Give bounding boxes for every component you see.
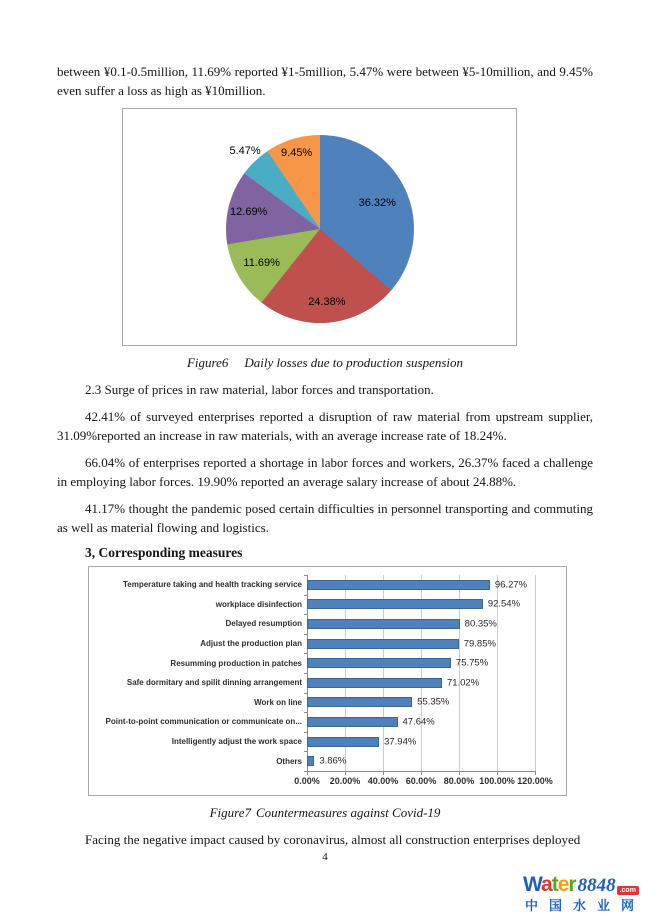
pie-chart <box>123 109 516 345</box>
logo-tagline: 中国水业网 <box>524 898 645 913</box>
bar-value-label: 47.64% <box>402 716 435 728</box>
bar-category-label: Resumming production in patches <box>170 658 302 668</box>
bar-row <box>89 634 566 654</box>
bar-track <box>307 712 535 732</box>
pie-slice-label: 12.69% <box>230 205 268 218</box>
x-axis-tick <box>459 771 460 775</box>
paragraph-raw-material: 42.41% of surveyed enterprises reported a disruption of raw material from upstream supplier, 31.09%reported an increase in raw materials, with an average increase rate of 18.24%. <box>57 409 593 443</box>
pie-slice-label: 9.45% <box>281 146 313 159</box>
section-heading-measures: 3, Corresponding measures <box>85 545 243 560</box>
bar-track <box>307 614 535 634</box>
bar-chart <box>89 567 566 795</box>
bar-value-label: 92.54% <box>487 598 521 610</box>
bar-row <box>89 732 566 752</box>
bar-row <box>89 653 566 673</box>
bar-row <box>89 673 566 693</box>
bar-value-label: 75.75% <box>455 657 489 669</box>
page-number: 4 <box>322 851 328 863</box>
bar-row <box>89 712 566 732</box>
bar <box>307 717 398 727</box>
logo-number: 8848 <box>577 875 616 896</box>
bar-row <box>89 614 566 634</box>
bar-row <box>89 751 566 771</box>
x-axis-tick-label: 40.00% <box>367 776 399 786</box>
logo-letter: a <box>541 873 552 896</box>
bar-value-label: 55.35% <box>417 696 450 708</box>
figure6-title: Daily losses due to production suspension <box>244 355 464 370</box>
bar <box>307 697 412 707</box>
water8848-logo[interactable] <box>523 874 645 912</box>
pie-disc <box>226 135 414 323</box>
bar <box>307 599 483 609</box>
bar <box>307 658 451 668</box>
pie-slice-label: 36.32% <box>358 196 396 209</box>
pie-slice-label: 24.38% <box>308 295 346 308</box>
bar-value-label: 79.85% <box>463 638 496 650</box>
bar-value-label: 3.86% <box>319 755 347 767</box>
bar-value-label: 80.35% <box>464 618 497 630</box>
figure7-title: Countermeasures against Covid-19 <box>256 805 441 820</box>
y-axis-tick <box>304 771 307 772</box>
figure7-caption <box>57 803 593 822</box>
x-axis-tick <box>535 771 536 775</box>
x-axis-tick-label: 0.00% <box>294 776 320 786</box>
x-axis-tick-label: 20.00% <box>329 776 361 786</box>
logo-wordmark <box>523 874 645 895</box>
paragraph-labor-shortage: 66.04% of enterprises reported a shortage in labor forces and workers, 26.37% faced a challenge in employing labor forces. 19.90% reported an average salary increase of about 24.88%. <box>57 455 593 489</box>
bar-track <box>307 634 535 654</box>
paragraph-facing-impact: Facing the negative impact caused by coronavirus, almost all construction enterprises deployed <box>85 832 581 847</box>
x-axis-tick-label: 120.00% <box>517 776 553 786</box>
bar-track <box>307 751 535 771</box>
logo-domain: .com <box>617 886 639 895</box>
logo-letter: e <box>557 873 569 896</box>
x-axis-tick <box>345 771 346 775</box>
x-axis-tick <box>497 771 498 775</box>
figure6-caption <box>57 353 593 372</box>
pie-slice-label: 5.47% <box>229 145 261 158</box>
bar <box>307 639 459 649</box>
bar-category-label: Delayed resumption <box>225 619 302 629</box>
x-axis-tick <box>383 771 384 775</box>
logo-word-water <box>523 874 576 895</box>
x-axis-tick <box>421 771 422 775</box>
paragraph-logistics: 41.17% thought the pandemic posed certain difficulties in personnel transporting and commuting as well as material flowing and logistics. <box>57 501 593 535</box>
pie-slice-label: 11.69% <box>243 257 280 270</box>
bar-value-label: 96.27% <box>494 579 528 591</box>
x-axis-tick-label: 100.00% <box>479 776 515 786</box>
bar-value-label: 37.94% <box>384 736 417 748</box>
bar <box>307 678 442 688</box>
figure7-label: Figure7 <box>209 805 251 820</box>
bar-track <box>307 732 535 752</box>
x-axis-labels <box>294 776 553 788</box>
bar-track <box>307 575 535 595</box>
bar-category-label: Intelligently adjust the work space <box>171 737 302 747</box>
bar-track <box>307 653 535 673</box>
paragraph-section-2-3: 2.3 Surge of prices in raw material, labor forces and transportation. <box>85 382 434 397</box>
bar-category-label: Temperature taking and health tracking service <box>122 580 302 590</box>
x-axis-tick-label: 60.00% <box>405 776 437 786</box>
x-axis-tick-label: 80.00% <box>443 776 475 786</box>
bar-category-label: Safe dormitary and spilit dinning arrangement <box>126 678 302 688</box>
bar-category-label: Others <box>276 756 302 766</box>
paragraph-losses: between ¥0.1-0.5million, 11.69% reported ¥1-5million, 5.47% were between ¥5-10million, and 9.45% even suffer a loss as high as ¥10million. <box>57 64 593 98</box>
bar-chart-figure <box>88 566 567 796</box>
logo-letter: W <box>522 873 542 896</box>
bar-row <box>89 595 566 615</box>
logo-letter: t <box>551 873 558 896</box>
bar-rows <box>89 575 566 771</box>
bar-category-label: Adjust the production plan <box>200 639 302 649</box>
bar <box>307 619 460 629</box>
bar <box>307 580 490 590</box>
bar-category-label: Point-to-point communication or communicate on... <box>105 717 302 727</box>
bar <box>307 756 314 766</box>
bar-row <box>89 693 566 713</box>
bar-track <box>307 673 535 693</box>
figure6-label: Figure6 <box>186 355 229 370</box>
bar-track <box>307 595 535 615</box>
bar-value-label: 71.02% <box>446 677 480 689</box>
bar-row <box>89 575 566 595</box>
bar-category-label: workplace disinfection <box>215 599 302 609</box>
bar-category-label: Work on line <box>254 697 302 707</box>
pie-chart-figure <box>122 108 517 346</box>
bar <box>307 737 379 747</box>
bar-track <box>307 693 535 713</box>
x-axis-tick <box>307 771 308 775</box>
logo-letter: r <box>568 873 576 896</box>
